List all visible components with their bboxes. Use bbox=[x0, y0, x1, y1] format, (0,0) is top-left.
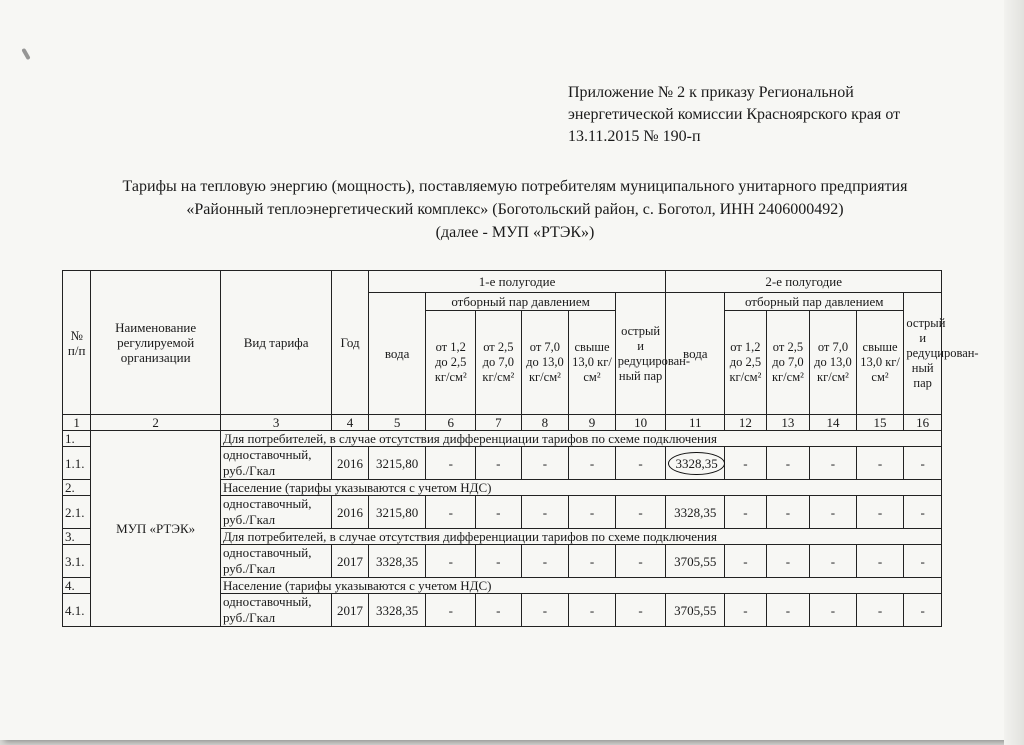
row-num: 4.1. bbox=[63, 594, 91, 627]
cell: - bbox=[904, 496, 942, 529]
cell: - bbox=[766, 545, 810, 578]
col-num: 1 bbox=[63, 415, 91, 431]
section-title: Население (тарифы указываются с учетом НДС) bbox=[220, 578, 941, 594]
section-title: Для потребителей, в случае отсутствия дифференциации тарифов по схеме подключения bbox=[220, 529, 941, 545]
column-number-row bbox=[63, 415, 942, 431]
cell: - bbox=[766, 447, 810, 480]
cell: - bbox=[521, 545, 569, 578]
water-1-cell: 3215,80 bbox=[368, 496, 426, 529]
appendix-line-1: Приложение № 2 к приказу Региональной bbox=[568, 84, 854, 101]
cell: - bbox=[521, 496, 569, 529]
col-num: 2 bbox=[91, 415, 221, 431]
cell: - bbox=[476, 545, 522, 578]
cell: - bbox=[810, 496, 857, 529]
header-num: № п/п bbox=[63, 271, 91, 415]
cell: - bbox=[810, 545, 857, 578]
header-pressure-1: от 1,2 до 2,5 кг/см² bbox=[426, 311, 476, 415]
year-cell: 2017 bbox=[332, 594, 368, 627]
cell: - bbox=[810, 447, 857, 480]
row-num: 3.1. bbox=[63, 545, 91, 578]
row-num: 1.1. bbox=[63, 447, 91, 480]
page-edge bbox=[1004, 0, 1024, 745]
circled-value: 3328,35 bbox=[668, 452, 724, 475]
cell: - bbox=[856, 496, 904, 529]
cell: - bbox=[476, 447, 522, 480]
year-cell: 2016 bbox=[332, 496, 368, 529]
cell: - bbox=[766, 594, 810, 627]
year-cell: 2016 bbox=[332, 447, 368, 480]
tariff-kind: одноставочный, руб./Гкал bbox=[220, 594, 331, 627]
header-year: Год bbox=[332, 271, 368, 415]
year-cell: 2017 bbox=[332, 545, 368, 578]
document-title bbox=[50, 175, 980, 244]
section-num: 4. bbox=[63, 578, 91, 594]
cell: - bbox=[615, 447, 666, 480]
cell: - bbox=[725, 496, 767, 529]
section-row bbox=[63, 431, 942, 447]
col-num: 3 bbox=[220, 415, 331, 431]
section-num: 2. bbox=[63, 480, 91, 496]
cell: - bbox=[856, 594, 904, 627]
section-num: 1. bbox=[63, 431, 91, 447]
water-1-cell: 3328,35 bbox=[368, 594, 426, 627]
cell: - bbox=[904, 545, 942, 578]
cell: - bbox=[569, 447, 616, 480]
cell: - bbox=[426, 496, 476, 529]
header-pressure-2b: от 2,5 до 7,0 кг/см² bbox=[766, 311, 810, 415]
cell: - bbox=[615, 545, 666, 578]
col-num: 9 bbox=[569, 415, 616, 431]
header-sharp-steam-1: острый и редуцирован-ный пар bbox=[615, 293, 666, 415]
col-num: 13 bbox=[766, 415, 810, 431]
header-pressure-2: от 2,5 до 7,0 кг/см² bbox=[476, 311, 522, 415]
col-num: 12 bbox=[725, 415, 767, 431]
header-first-half: 1-е полугодие bbox=[368, 271, 666, 293]
cell: - bbox=[856, 447, 904, 480]
col-num: 16 bbox=[904, 415, 942, 431]
header-selected-steam-2: отборный пар давлением bbox=[725, 293, 904, 311]
water-2-cell bbox=[666, 447, 725, 480]
header-water-1: вода bbox=[368, 293, 426, 415]
appendix-note bbox=[568, 82, 948, 148]
header-pressure-4b: свыше 13,0 кг/см² bbox=[856, 311, 904, 415]
header-pressure-3: от 7,0 до 13,0 кг/см² bbox=[521, 311, 569, 415]
header-selected-steam-1: отборный пар давлением bbox=[426, 293, 615, 311]
header-pressure-1b: от 1,2 до 2,5 кг/см² bbox=[725, 311, 767, 415]
cell: - bbox=[725, 594, 767, 627]
header-tariff-kind: Вид тарифа bbox=[220, 271, 331, 415]
cell: - bbox=[476, 594, 522, 627]
header-water-2: вода bbox=[666, 293, 725, 415]
appendix-line-3: 13.11.2015 № 190-п bbox=[568, 128, 701, 145]
section-title: Население (тарифы указываются с учетом НДС) bbox=[220, 480, 941, 496]
cell: - bbox=[810, 594, 857, 627]
col-num: 4 bbox=[332, 415, 368, 431]
cell: - bbox=[569, 545, 616, 578]
cell: - bbox=[569, 594, 616, 627]
col-num: 15 bbox=[856, 415, 904, 431]
tariff-kind: одноставочный, руб./Гкал bbox=[220, 496, 331, 529]
scan-speck bbox=[21, 48, 30, 60]
col-num: 6 bbox=[426, 415, 476, 431]
header-pressure-4: свыше 13,0 кг/см² bbox=[569, 311, 616, 415]
cell: - bbox=[766, 496, 810, 529]
header-second-half: 2-е полугодие bbox=[666, 271, 942, 293]
header-organization: Наименование регулируемой организации bbox=[91, 271, 221, 415]
cell: - bbox=[521, 447, 569, 480]
title-line-3: (далее - МУП «РТЭК») bbox=[435, 224, 595, 241]
cell: - bbox=[904, 447, 942, 480]
cell: - bbox=[426, 594, 476, 627]
cell: - bbox=[426, 447, 476, 480]
water-1-cell: 3215,80 bbox=[368, 447, 426, 480]
cell: - bbox=[615, 594, 666, 627]
header-sharp-steam-2: острый и редуцирован-ный пар bbox=[904, 293, 942, 415]
cell: - bbox=[426, 545, 476, 578]
col-num: 14 bbox=[810, 415, 857, 431]
col-num: 7 bbox=[476, 415, 522, 431]
cell: - bbox=[725, 545, 767, 578]
col-num: 8 bbox=[521, 415, 569, 431]
tariff-kind: одноставочный, руб./Гкал bbox=[220, 447, 331, 480]
organization-name: МУП «РТЭК» bbox=[91, 431, 221, 627]
water-1-cell: 3328,35 bbox=[368, 545, 426, 578]
cell: - bbox=[476, 496, 522, 529]
section-title: Для потребителей, в случае отсутствия дифференциации тарифов по схеме подключения bbox=[220, 431, 941, 447]
title-line-2: «Районный теплоэнергетический комплекс» (Боготольский район, с. Боготол, ИНН 2406000492) bbox=[186, 201, 844, 218]
tariff-kind: одноставочный, руб./Гкал bbox=[220, 545, 331, 578]
appendix-line-2: энергетической комиссии Красноярского края от bbox=[568, 106, 901, 123]
cell: - bbox=[904, 594, 942, 627]
cell: - bbox=[856, 545, 904, 578]
col-num: 5 bbox=[368, 415, 426, 431]
water-2-cell: 3705,55 bbox=[666, 545, 725, 578]
cell: - bbox=[725, 447, 767, 480]
header-pressure-3b: от 7,0 до 13,0 кг/см² bbox=[810, 311, 857, 415]
water-2-cell: 3328,35 bbox=[666, 496, 725, 529]
col-num: 10 bbox=[615, 415, 666, 431]
water-2-cell: 3705,55 bbox=[666, 594, 725, 627]
col-num: 11 bbox=[666, 415, 725, 431]
cell: - bbox=[521, 594, 569, 627]
title-line-1: Тарифы на тепловую энергию (мощность), поставляемую потребителям муниципального унитарного предприятия bbox=[122, 178, 908, 195]
row-num: 2.1. bbox=[63, 496, 91, 529]
section-num: 3. bbox=[63, 529, 91, 545]
cell: - bbox=[569, 496, 616, 529]
tariff-table bbox=[62, 270, 979, 627]
cell: - bbox=[615, 496, 666, 529]
